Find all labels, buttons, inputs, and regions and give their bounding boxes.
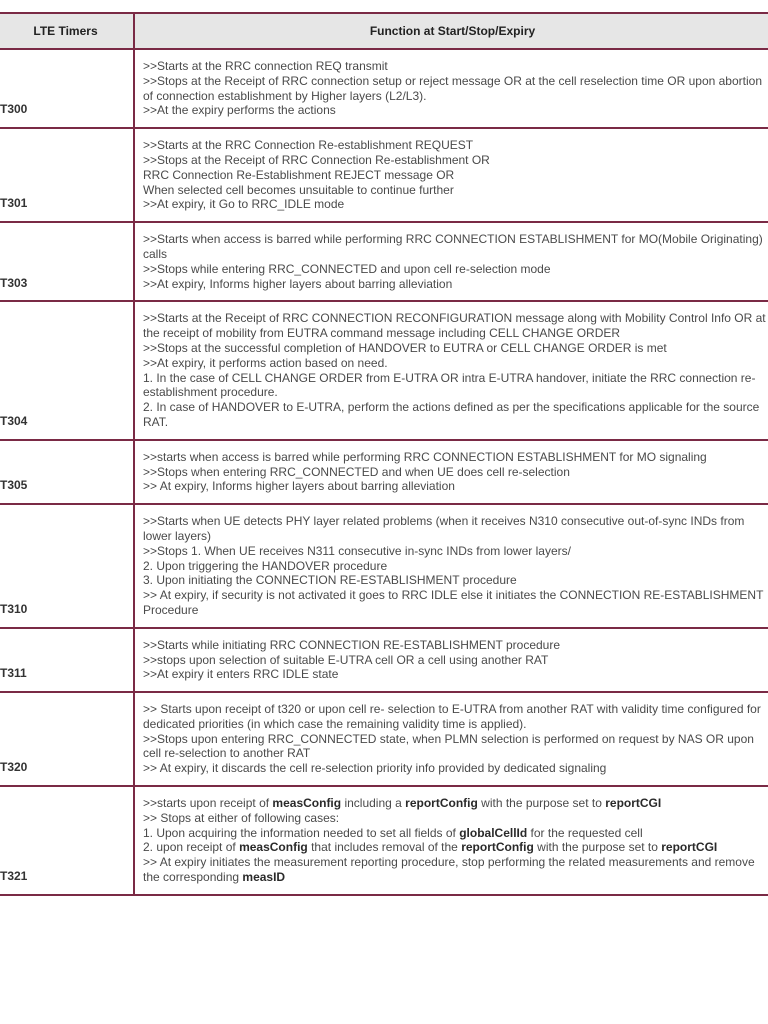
table-row [0, 504, 768, 628]
lte-timers-table [0, 12, 768, 896]
text-segment: >>starts when access is barred while performing RRC CONNECTION ESTABLISHMENT for MO signaling [143, 449, 707, 464]
function-line [143, 702, 768, 732]
function-line [143, 855, 768, 885]
text-segment: 1. In the case of CELL CHANGE ORDER from E-UTRA OR intra E-UTRA handover, initiate the RRC connection re-establishment procedure. [143, 370, 756, 400]
text-segment: >> Stops at either of following cases: [143, 810, 340, 825]
text-segment: 2. In case of HANDOVER to E-UTRA, perform the actions defined as per the specifications applicable for the source RAT. [143, 400, 760, 429]
function-line [143, 732, 768, 762]
function-line [143, 544, 768, 559]
bold-term: reportConfig [405, 796, 478, 811]
function-line [143, 514, 768, 544]
timer-function [134, 49, 768, 128]
header-row [0, 13, 768, 49]
text-segment: with the purpose set to [533, 840, 662, 855]
text-segment: >>Stops at the successful completion of HANDOVER to EUTRA or CELL CHANGE ORDER is met [143, 340, 667, 355]
text-segment: >>Stops at the Receipt of RRC Connection Re-establishment OR [143, 152, 490, 167]
bold-term: reportConfig [461, 840, 534, 855]
text-segment: >> At expiry, it discards the cell re-selection priority info provided by dedicated signaling [143, 761, 607, 776]
table-header [0, 13, 768, 49]
timer-name: T303 [0, 222, 134, 301]
text-segment: >> At expiry, Informs higher layers about barring alleviation [143, 479, 455, 494]
function-line [143, 168, 768, 183]
table-row [0, 628, 768, 692]
text-segment: 2. Upon triggering the HANDOVER procedure [143, 558, 388, 573]
table-row [0, 301, 768, 439]
function-line [143, 761, 768, 776]
function-line [143, 653, 768, 668]
timer-name: T305 [0, 440, 134, 504]
text-segment: for the requested cell [527, 825, 643, 840]
text-segment: >>Starts while initiating RRC CONNECTION RE-ESTABLISHMENT procedure [143, 637, 561, 652]
function-line [143, 277, 768, 292]
function-line [143, 826, 768, 841]
function-line [143, 465, 768, 480]
timer-function [134, 692, 768, 786]
text-segment: >> At expiry initiates the measurement reporting procedure, stop performing the related measurements and remove the corresponding [143, 855, 755, 885]
column-header-function: Function at Start/Stop/Expiry [134, 13, 768, 49]
function-line [143, 232, 768, 262]
timer-function [134, 222, 768, 301]
text-segment: >>Starts at the RRC connection REQ transmit [143, 59, 388, 73]
timer-function [134, 628, 768, 692]
text-segment: >>Starts at the Receipt of RRC CONNECTION RECONFIGURATION message along with Mobility Control Info OR at the receipt of mobility from EUTRA command message including CELL CHANGE ORDER [143, 311, 766, 341]
function-line [143, 103, 768, 118]
timer-name: T310 [0, 504, 134, 628]
timer-name: T320 [0, 692, 134, 786]
function-line [143, 183, 768, 198]
table-row [0, 128, 768, 222]
text-segment: >>Stops when entering RRC_CONNECTED and when UE does cell re-selection [143, 464, 570, 479]
text-segment: RRC Connection Re-Establishment REJECT message OR [143, 167, 455, 182]
function-line [143, 371, 768, 401]
table-body [0, 49, 768, 895]
text-segment: >>At expiry it enters RRC IDLE state [143, 667, 339, 682]
text-segment: >>stops upon selection of suitable E-UTRA cell OR a cell using another RAT [143, 652, 549, 667]
function-line [143, 197, 768, 212]
function-line [143, 796, 768, 811]
timer-name: T321 [0, 786, 134, 895]
text-segment: 3. Upon initiating the CONNECTION RE-ESTABLISHMENT procedure [143, 573, 517, 588]
bold-term: measID [242, 870, 286, 885]
table-row [0, 49, 768, 128]
bold-term: measConfig [239, 840, 308, 855]
function-line [143, 356, 768, 371]
function-line [143, 638, 768, 653]
text-segment: 1. Upon acquiring the information needed to set all fields of [143, 825, 460, 840]
function-line [143, 262, 768, 277]
timer-name: T311 [0, 628, 134, 692]
table-row [0, 440, 768, 504]
function-line [143, 311, 768, 341]
text-segment: >>starts upon receipt of [143, 796, 273, 811]
timer-function [134, 786, 768, 895]
text-segment: >> At expiry, if security is not activated it goes to RRC IDLE else it initiates the CONNECTION RE-ESTABLISHMENT Procedure [143, 588, 764, 617]
text-segment: 2. upon receipt of [143, 840, 240, 855]
function-line [143, 138, 768, 153]
function-line [143, 588, 768, 618]
function-line [143, 59, 768, 74]
bold-term: measConfig [272, 796, 342, 811]
text-segment: >>At the expiry performs the actions [143, 103, 336, 118]
text-segment: >>At expiry, it Go to RRC_IDLE mode [143, 197, 345, 212]
table-row [0, 222, 768, 301]
text-segment: >>At expiry, Informs higher layers about barring alleviation [143, 276, 453, 291]
text-segment: >>Stops upon entering RRC_CONNECTED state, when PLMN selection is performed on request by NAS OR upon cell re-selection to another RAT [143, 731, 754, 761]
function-line [143, 479, 768, 494]
function-line [143, 840, 768, 855]
text-segment: >>Starts when UE detects PHY layer related problems (when it receives N310 consecutive out-of-sync INDs from lower layers) [143, 514, 745, 543]
bold-term: globalCellId [459, 825, 528, 840]
timer-function [134, 504, 768, 628]
timer-name: T304 [0, 301, 134, 439]
function-line [143, 667, 768, 682]
text-segment: >>Starts at the RRC Connection Re-establishment REQUEST [143, 138, 474, 153]
text-segment: >>Stops 1. When UE receives N311 consecutive in-sync INDs from lower layers/ [143, 543, 571, 558]
column-header-timers: LTE Timers [0, 13, 134, 49]
timer-name: T301 [0, 128, 134, 222]
function-line [143, 559, 768, 574]
text-segment: that includes removal of the [307, 840, 462, 855]
text-segment: >>Stops while entering RRC_CONNECTED and upon cell re-selection mode [143, 261, 551, 276]
function-line [143, 74, 768, 104]
timer-function [134, 128, 768, 222]
timer-function [134, 440, 768, 504]
function-line [143, 341, 768, 356]
text-segment: >>At expiry, it performs action based on need. [143, 355, 388, 370]
function-line [143, 153, 768, 168]
function-line [143, 811, 768, 826]
bold-term: reportCGI [605, 796, 662, 811]
timer-name: T300 [0, 49, 134, 128]
bold-term: reportCGI [661, 840, 718, 855]
table-row [0, 692, 768, 786]
table-row [0, 786, 768, 895]
text-segment: with the purpose set to [477, 796, 606, 811]
function-line [143, 573, 768, 588]
text-segment: When selected cell becomes unsuitable to continue further [143, 182, 454, 197]
timer-function [134, 301, 768, 439]
text-segment: >>Starts when access is barred while performing RRC CONNECTION ESTABLISHMENT for MO(Mobile Originating) calls [143, 232, 763, 261]
text-segment: >>Stops at the Receipt of RRC connection setup or reject message OR at the cell reselection time OR upon abortion of connection establishment by Higher layers (L2/L3). [143, 73, 762, 103]
text-segment: including a [341, 796, 406, 811]
function-line [143, 450, 768, 465]
text-segment: >> Starts upon receipt of t320 or upon cell re- selection to E-UTRA from another RAT with validity time configured for dedicated priorities (in which case the remaining validity time is applied). [143, 702, 761, 731]
function-line [143, 400, 768, 430]
